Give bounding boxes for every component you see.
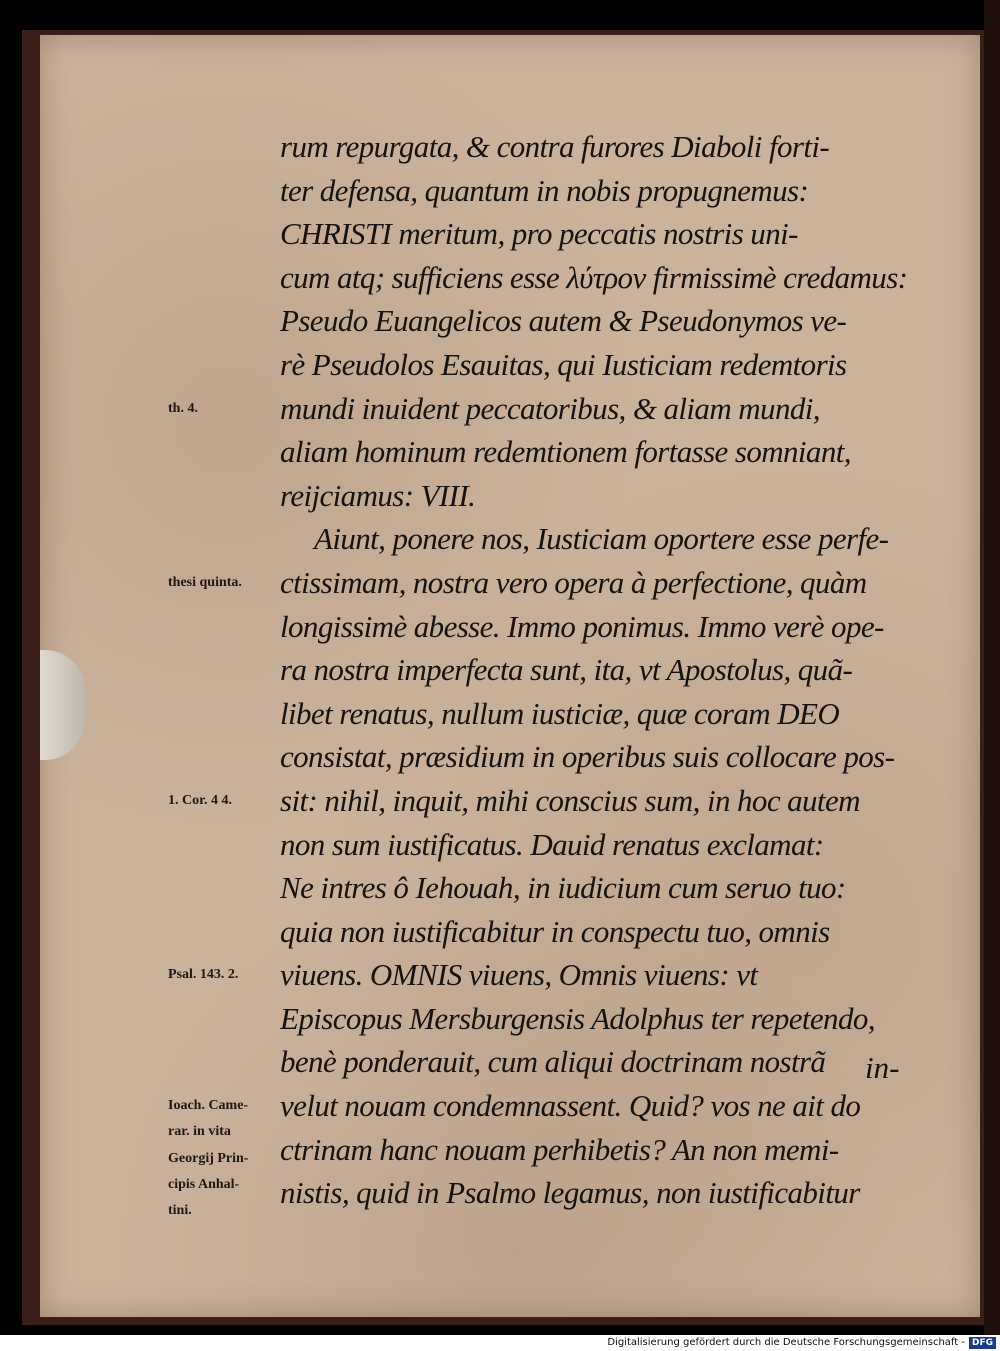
text-line: quia non iustificabitur in conspectu tuo, omnis — [280, 913, 830, 949]
text-line: Pseudo Euangelicos autem & Pseudonymos ve- — [280, 303, 847, 339]
text-line: ctissimam, nostra vero opera à perfectione, quàm — [280, 564, 867, 600]
text-line: cum atq; sufficiens esse λύτρον firmissimè credamus: — [280, 259, 908, 295]
text-line: ter defensa, quantum in nobis propugnemus: — [280, 172, 809, 208]
text-line: reijciamus: VIII. — [280, 477, 476, 513]
footer-bar — [0, 1335, 1000, 1351]
margin-note: thesi quinta. — [168, 575, 242, 590]
text-line: benè ponderauit, cum aliqui doctrinam nostrã — [280, 1044, 826, 1080]
catchword: in- — [865, 1050, 900, 1085]
text-line: sit: nihil, inquit, mihi conscius sum, in hoc autem — [280, 782, 860, 818]
dfg-logo: DFG — [969, 1337, 996, 1349]
text-line: longissimè abesse. Immo ponimus. Immo verè ope- — [280, 608, 884, 644]
text-line: rè Pseudolos Esauitas, qui Iusticiam redemtoris — [280, 346, 847, 382]
text-line: viuens. OMNIS viuens, Omnis viuens: vt — [280, 957, 758, 993]
text-line: Episcopus Mersburgensis Adolphus ter repetendo, — [280, 1000, 875, 1036]
margin-note: rar. in vita — [168, 1124, 231, 1140]
text-line: non sum iustificatus. Dauid renatus exclamat: — [280, 826, 824, 862]
margin-note: cipis Anhal- — [168, 1176, 240, 1192]
text-line: libet renatus, nullum iusticiæ, quæ coram DEO — [280, 695, 840, 731]
margin-note: Ioach. Came- — [168, 1098, 249, 1114]
book-cover-edge — [984, 0, 1000, 1335]
text-line: Ne intres ô Iehouah, in iudicium cum seruo tuo: — [280, 870, 846, 906]
text-line: mundi inuident peccatoribus, & aliam mundi, — [280, 390, 820, 426]
text-line: ra nostra imperfecta sunt, ita, vt Apostolus, quã- — [280, 652, 853, 688]
margin-note: Psal. 143. 2. — [168, 967, 239, 983]
margin-note: th. 4. — [168, 400, 198, 416]
page-text — [280, 125, 910, 1215]
text-line: velut nouam condemnassent. Quid? vos ne ait do — [280, 1088, 861, 1124]
text-line: CHRISTI meritum, pro peccatis nostris uni- — [280, 216, 798, 252]
text-line: rum repurgata, & contra furores Diaboli forti- — [280, 129, 830, 164]
text-line: aliam hominum redemtionem fortasse somniant, — [280, 434, 851, 470]
margin-note: tini. — [168, 1202, 192, 1218]
footer-text: Digitalisierung gefördert durch die Deutsche Forschungsgemeinschaft - — [607, 1337, 965, 1348]
text-line: nistis, quid in Psalmo legamus, non iustificabitur — [280, 1175, 860, 1211]
text-line: consistat, præsidium in operibus suis collocare pos- — [280, 739, 895, 775]
margin-note: Georgij Prin- — [168, 1150, 249, 1166]
margin-note: 1. Cor. 4 4. — [168, 793, 233, 808]
text-line: Aiunt, ponere nos, Iusticiam oportere esse perfe- — [314, 521, 889, 557]
text-line: ctrinam hanc nouam perhibetis? An non memi- — [280, 1131, 839, 1167]
